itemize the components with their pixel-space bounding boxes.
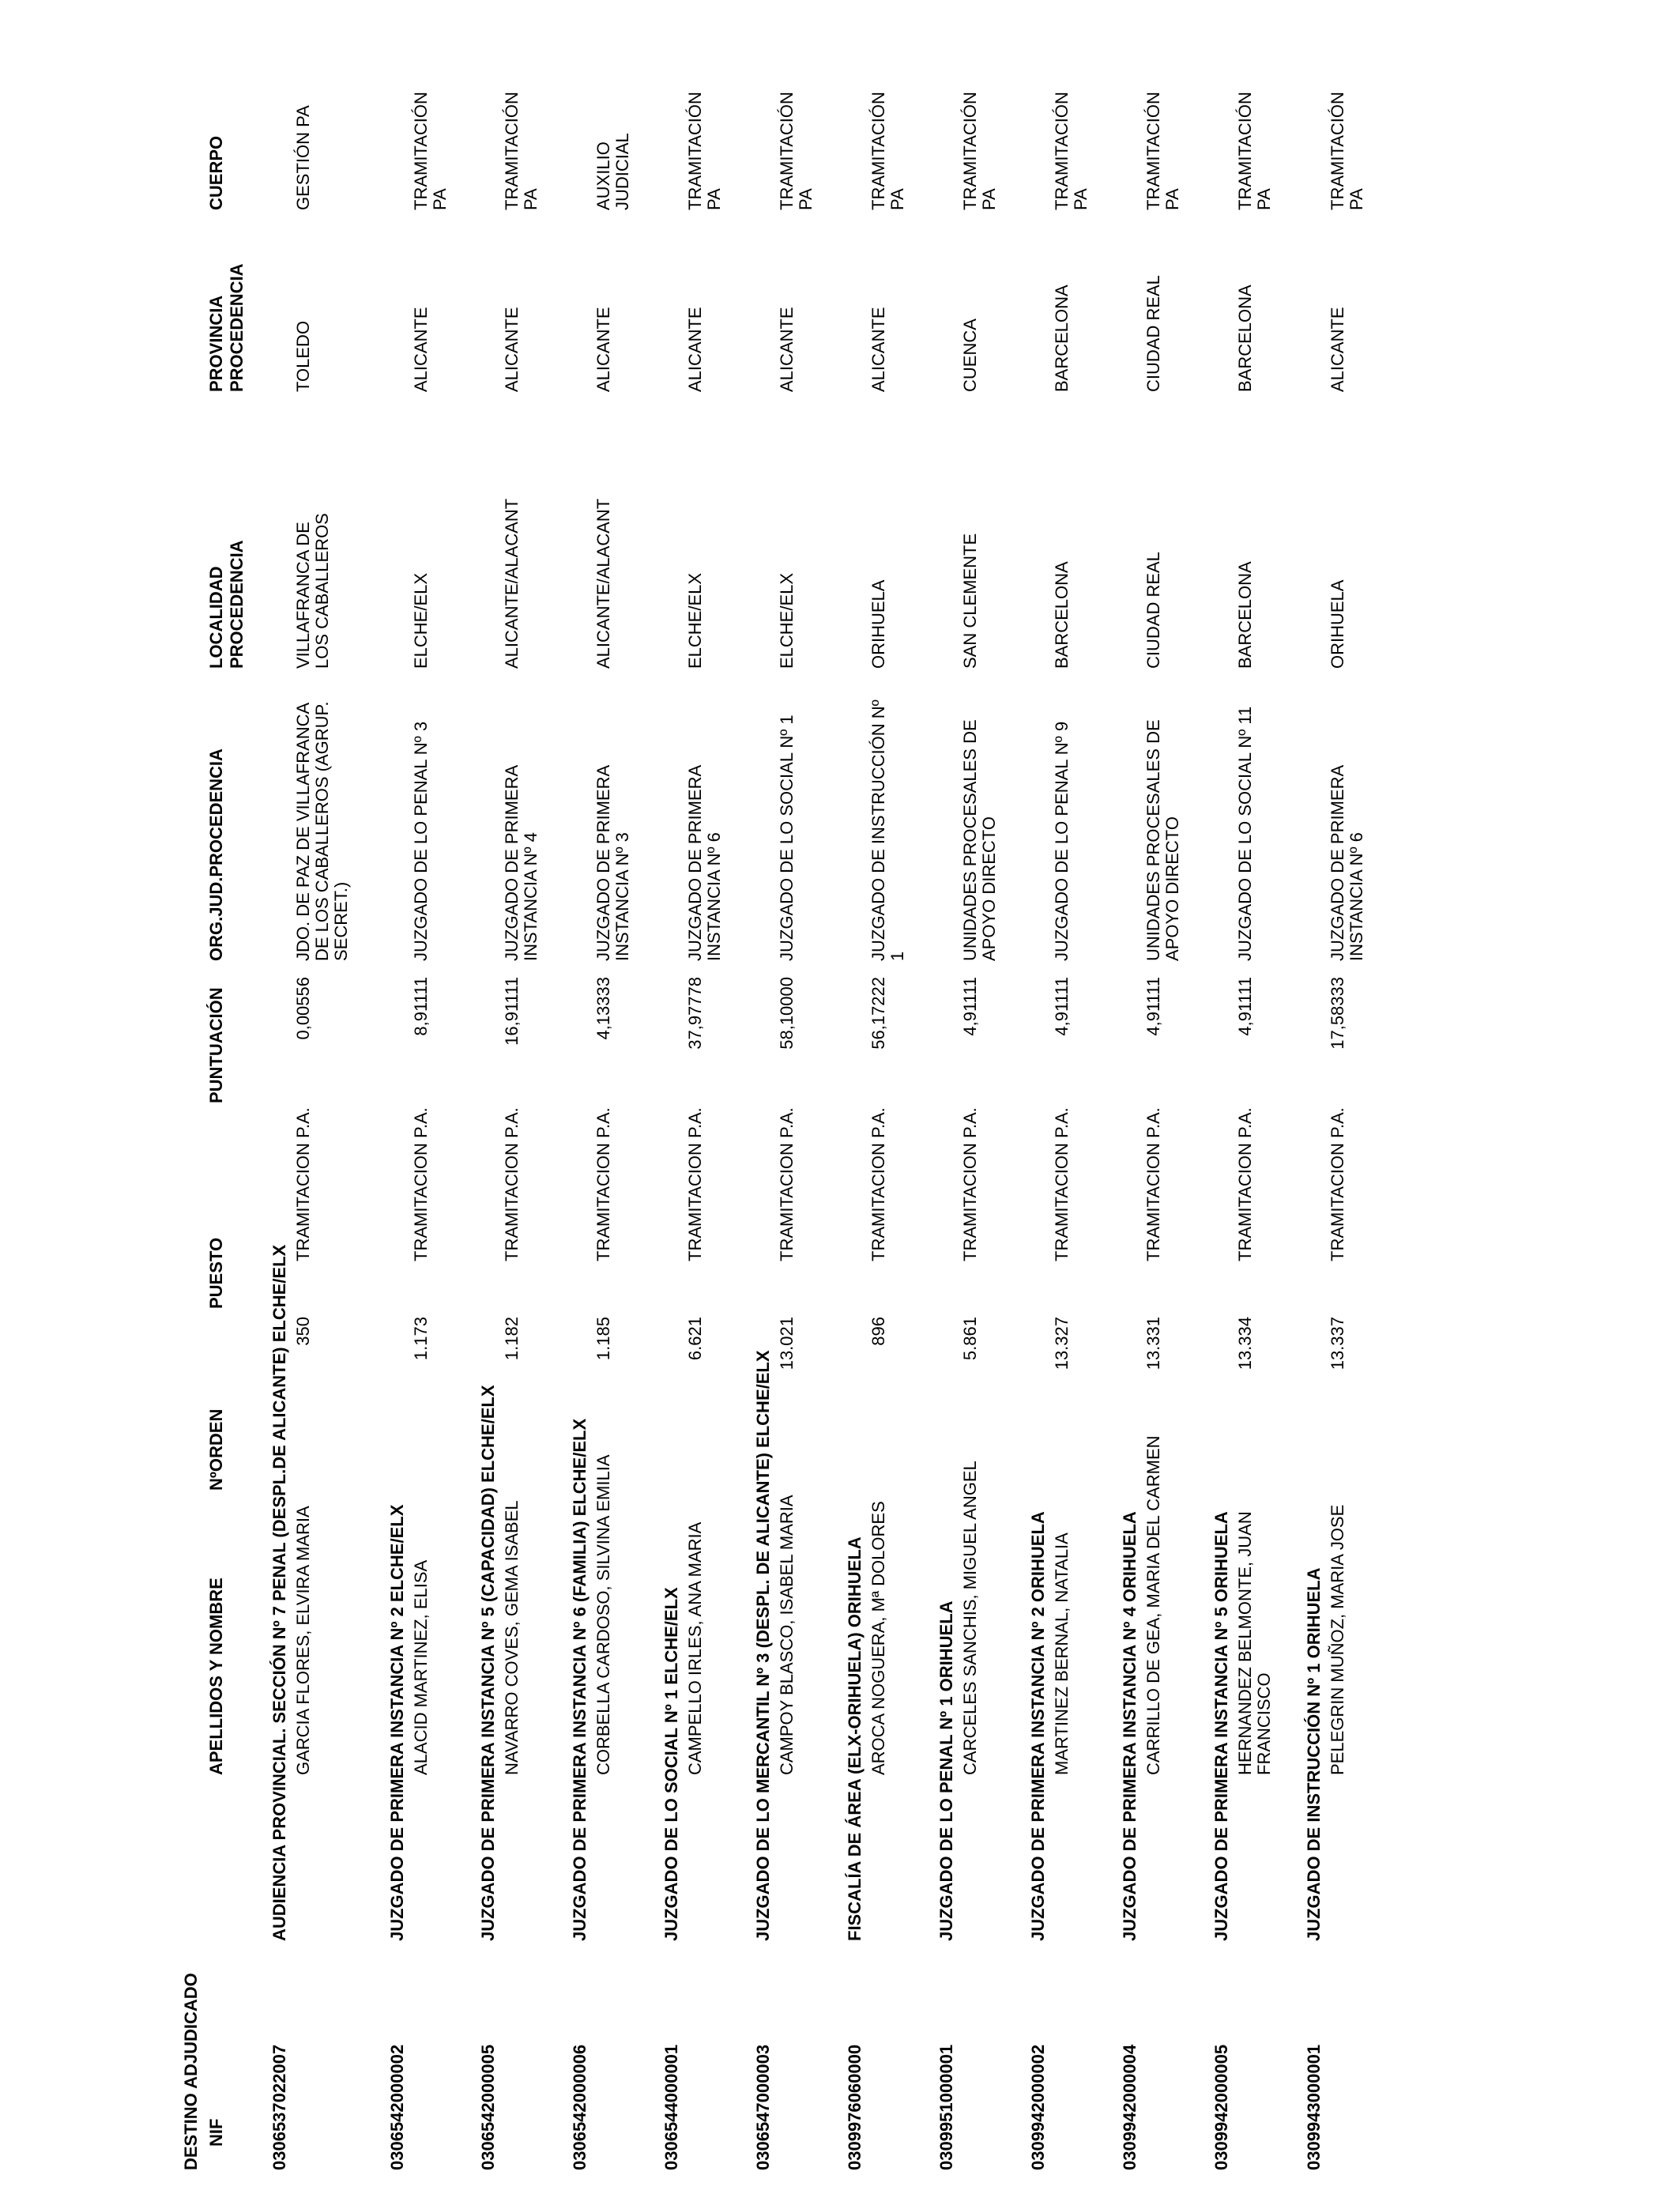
cuerpo-cell: PA <box>521 188 541 210</box>
localidad-cell: BARCELONA <box>1052 561 1072 669</box>
destino-heading: FISCALÍA DE ÁREA (ELX-ORIHUELA) ORIHUELA <box>845 1536 864 1941</box>
header-localidad-1: LOCALIDAD <box>206 566 226 669</box>
localidad-cell: ORIHUELA <box>868 579 888 669</box>
puntuacion-cell: 37,97778 <box>685 977 705 1050</box>
provincia-cell: TOLEDO <box>293 320 313 392</box>
puntuacion-cell: 58,10000 <box>777 977 797 1050</box>
orden-cell: 13.327 <box>1052 1317 1072 1370</box>
localidad-cell: ELCHE/ELX <box>411 572 431 669</box>
nombre-cell: ALACID MARTINEZ, ELISA <box>411 1559 431 1775</box>
cuerpo-cell: TRAMITACIÓN <box>868 92 888 210</box>
localidad-cell: ELCHE/ELX <box>685 572 705 669</box>
puntuacion-cell: 4,91111 <box>960 977 980 1036</box>
nif-cell: 0306547000003 <box>753 2044 773 2170</box>
puntuacion-cell: 4,91111 <box>1143 977 1163 1036</box>
puesto-cell: TRAMITACION P.A. <box>868 1107 888 1261</box>
cuerpo-cell: TRAMITACIÓN <box>1328 92 1347 210</box>
puntuacion-cell: 4,13333 <box>593 977 613 1040</box>
puesto-cell: TRAMITACION P.A. <box>685 1107 705 1261</box>
provincia-cell: ALICANTE <box>411 307 431 392</box>
orden-cell: 1.185 <box>593 1317 613 1361</box>
org-cell: JUZGADO DE LO SOCIAL Nº 1 <box>777 714 797 961</box>
cuerpo-cell: PA <box>1071 188 1090 210</box>
destino-heading: JUZGADO DE PRIMERA INSTANCIA Nº 2 ORIHUELA <box>1028 1511 1048 1941</box>
org-cell: UNIDADES PROCESALES DE <box>1143 719 1163 961</box>
destino-heading: JUZGADO DE LO SOCIAL Nº 1 ELCHE/ELX <box>661 1587 681 1941</box>
org-cell: INSTANCIA Nº 4 <box>521 832 541 961</box>
nif-cell: 0309942000002 <box>1028 2044 1048 2170</box>
localidad-cell: ELCHE/ELX <box>777 572 797 669</box>
provincia-cell: BARCELONA <box>1235 285 1255 392</box>
nombre-cell: FRANCISCO <box>1254 1672 1274 1775</box>
nif-cell: 0306542000005 <box>478 2044 498 2170</box>
nif-cell: 0309942000004 <box>1120 2044 1139 2170</box>
orden-cell: 13.337 <box>1328 1317 1347 1370</box>
org-cell: JUZGADO DE LO PENAL Nº 9 <box>1052 721 1072 961</box>
org-cell: UNIDADES PROCESALES DE <box>960 719 980 961</box>
puesto-cell: TRAMITACION P.A. <box>502 1107 522 1261</box>
cuerpo-cell: GESTIÓN PA <box>293 105 313 210</box>
orden-cell: 13.334 <box>1235 1317 1255 1370</box>
localidad-cell: ALICANTE/ALACANT <box>502 498 522 669</box>
puesto-cell: TRAMITACION P.A. <box>1235 1107 1255 1261</box>
header-provincia-2: PROCEDENCIA <box>227 263 247 392</box>
nombre-cell: HERNANDEZ BELMONTE, JUAN <box>1235 1511 1255 1775</box>
destino-heading: JUZGADO DE INSTRUCCIÓN Nº 1 ORIHUELA <box>1304 1567 1324 1941</box>
puesto-cell: TRAMITACION P.A. <box>777 1107 797 1261</box>
provincia-cell: ALICANTE <box>685 307 705 392</box>
header-org: ORG.JUD.PROCEDENCIA <box>206 748 226 961</box>
nif-cell: 0306537022007 <box>269 2044 289 2170</box>
org-cell: 1 <box>887 951 907 961</box>
header-puesto: PUESTO <box>206 1237 226 1309</box>
puesto-cell: TRAMITACION P.A. <box>411 1107 431 1261</box>
header-cuerpo: CUERPO <box>206 135 226 210</box>
org-cell: INSTANCIA Nº 6 <box>1347 832 1366 961</box>
cuerpo-cell: PA <box>1347 188 1366 210</box>
cuerpo-cell: TRAMITACIÓN <box>411 92 431 210</box>
nif-cell: 0309951000001 <box>936 2044 956 2170</box>
nombre-cell: CARRILLO DE GEA, MARIA DEL CARMEN <box>1143 1435 1163 1775</box>
nombre-cell: NAVARRO COVES, GEMA ISABEL <box>502 1500 522 1775</box>
orden-cell: 350 <box>293 1317 313 1346</box>
provincia-cell: ALICANTE <box>868 307 888 392</box>
puntuacion-cell: 17,58333 <box>1328 977 1347 1050</box>
cuerpo-cell: TRAMITACIÓN <box>502 92 522 210</box>
cuerpo-cell: TRAMITACIÓN <box>777 92 797 210</box>
cuerpo-cell: TRAMITACIÓN <box>1052 92 1072 210</box>
puntuacion-cell: 4,91111 <box>1235 977 1255 1036</box>
puntuacion-cell: 4,91111 <box>1052 977 1072 1036</box>
org-cell: INSTANCIA Nº 3 <box>612 832 632 961</box>
cuerpo-cell: TRAMITACIÓN <box>1235 92 1255 210</box>
puesto-cell: TRAMITACION P.A. <box>593 1107 613 1261</box>
orden-cell: 13.021 <box>777 1317 797 1370</box>
provincia-cell: CUENCA <box>960 319 980 392</box>
cuerpo-cell: PA <box>1254 188 1274 210</box>
provincia-cell: ALICANTE <box>502 307 522 392</box>
cuerpo-cell: PA <box>430 188 450 210</box>
org-cell: APOYO DIRECTO <box>1162 816 1182 961</box>
org-cell: INSTANCIA Nº 6 <box>704 832 724 961</box>
destino-heading: JUZGADO DE PRIMERA INSTANCIA Nº 6 (FAMILIA) ELCHE/ELX <box>570 1418 590 1941</box>
cuerpo-cell: PA <box>796 188 816 210</box>
localidad-cell: ALICANTE/ALACANT <box>593 498 613 669</box>
puesto-cell: TRAMITACION P.A. <box>960 1107 980 1261</box>
provincia-cell: CIUDAD REAL <box>1143 275 1163 392</box>
orden-cell: 1.182 <box>502 1317 522 1361</box>
nombre-cell: CAMPELLO IRLES, ANA MARIA <box>685 1521 705 1775</box>
destino-heading: JUZGADO DE PRIMERA INSTANCIA Nº 2 ELCHE/ELX <box>387 1504 407 1941</box>
cuerpo-cell: PA <box>704 188 724 210</box>
org-cell: DE LOS CABALLEROS (AGRUP. <box>312 701 332 961</box>
org-cell: JDO. DE PAZ DE VILLAFRANCA <box>293 702 313 961</box>
cuerpo-cell: PA <box>979 188 999 210</box>
cuerpo-cell: AUXILIO <box>593 141 613 210</box>
cuerpo-cell: TRAMITACIÓN <box>960 92 980 210</box>
puesto-cell: TRAMITACION P.A. <box>1143 1107 1163 1261</box>
localidad-cell: SAN CLEMENTE <box>960 533 980 669</box>
header-orden: NºORDEN <box>206 1408 226 1491</box>
page-title: DESTINO ADJUDICADO <box>181 1973 201 2170</box>
destino-heading: JUZGADO DE LO PENAL Nº 1 ORIHUELA <box>936 1600 956 1941</box>
nombre-cell: CORBELLA CARDOSO, SILVINA EMILIA <box>593 1454 613 1775</box>
localidad-cell: CIUDAD REAL <box>1143 552 1163 669</box>
cuerpo-cell: PA <box>887 188 907 210</box>
header-nif: NIF <box>206 2118 226 2147</box>
cuerpo-cell: TRAMITACIÓN <box>685 92 705 210</box>
header-localidad-2: PROCEDENCIA <box>227 540 247 669</box>
localidad-cell: BARCELONA <box>1235 561 1255 669</box>
cuerpo-cell: TRAMITACIÓN <box>1143 92 1163 210</box>
nombre-cell: AROCA NOGUERA, Mª DOLORES <box>868 1501 888 1775</box>
org-cell: JUZGADO DE PRIMERA <box>502 764 522 961</box>
destino-heading: JUZGADO DE PRIMERA INSTANCIA Nº 5 ORIHUELA <box>1211 1511 1231 1941</box>
orden-cell: 5.861 <box>960 1317 980 1361</box>
nombre-cell: PELEGRIN MUÑOZ, MARIA JOSE <box>1328 1504 1347 1775</box>
header-puntuacion: PUNTUACIÓN <box>206 987 226 1103</box>
puntuacion-cell: 16,91111 <box>502 977 522 1046</box>
localidad-cell: LOS CABALLEROS <box>312 513 332 669</box>
nif-cell: 0306542000002 <box>387 2044 407 2170</box>
header-nombre: APELLIDOS Y NOMBRE <box>206 1578 226 1775</box>
destino-heading: JUZGADO DE PRIMERA INSTANCIA Nº 4 ORIHUELA <box>1120 1511 1139 1941</box>
org-cell: JUZGADO DE LO SOCIAL Nº 11 <box>1235 706 1255 961</box>
nif-cell: 0306542000006 <box>570 2044 590 2170</box>
provincia-cell: BARCELONA <box>1052 285 1072 392</box>
org-cell: JUZGADO DE PRIMERA <box>685 764 705 961</box>
nif-cell: 0309943000001 <box>1304 2044 1324 2170</box>
destino-heading: JUZGADO DE PRIMERA INSTANCIA Nº 5 (CAPACIDAD) ELCHE/ELX <box>478 1385 498 1941</box>
nombre-cell: CARCELES SANCHIS, MIGUEL ANGEL <box>960 1461 980 1775</box>
orden-cell: 13.331 <box>1143 1317 1163 1370</box>
provincia-cell: ALICANTE <box>1328 307 1347 392</box>
provincia-cell: ALICANTE <box>593 307 613 392</box>
puntuacion-cell: 56,17222 <box>868 977 888 1050</box>
localidad-cell: VILLAFRANCA DE <box>293 522 313 669</box>
destino-heading: JUZGADO DE LO MERCANTIL Nº 3 (DESPL. DE ALICANTE) ELCHE/ELX <box>753 1350 773 1941</box>
orden-cell: 1.173 <box>411 1317 431 1361</box>
nombre-cell: CAMPOY BLASCO, ISABEL MARIA <box>777 1495 797 1775</box>
header-provincia-1: PROVINCIA <box>206 295 226 392</box>
nif-cell: 0309976060000 <box>845 2044 864 2170</box>
puesto-cell: TRAMITACION P.A. <box>1328 1107 1347 1261</box>
puntuacion-cell: 0,00556 <box>293 977 313 1040</box>
destino-heading: AUDIENCIA PROVINCIAL. SECCIÓN Nº 7 PENAL (DESPL.DE ALICANTE) ELCHE/ELX <box>269 1244 289 1941</box>
org-cell: JUZGADO DE PRIMERA <box>1328 764 1347 961</box>
nombre-cell: MARTINEZ BERNAL, NATALIA <box>1052 1532 1072 1775</box>
provincia-cell: ALICANTE <box>777 307 797 392</box>
nif-cell: 0306544000001 <box>661 2044 681 2170</box>
orden-cell: 6.621 <box>685 1317 705 1361</box>
nif-cell: 0309942000005 <box>1211 2044 1231 2170</box>
puesto-cell: TRAMITACION P.A. <box>1052 1107 1072 1261</box>
localidad-cell: ORIHUELA <box>1328 579 1347 669</box>
org-cell: JUZGADO DE LO PENAL Nº 3 <box>411 721 431 961</box>
cuerpo-cell: PA <box>1162 188 1182 210</box>
puntuacion-cell: 8,91111 <box>411 977 431 1036</box>
cuerpo-cell: JUDICIAL <box>612 133 632 210</box>
org-cell: SECRET.) <box>331 881 351 961</box>
puesto-cell: TRAMITACION P.A. <box>293 1107 313 1261</box>
nombre-cell: GARCIA FLORES, ELVIRA MARIA <box>293 1506 313 1775</box>
org-cell: JUZGADO DE PRIMERA <box>593 764 613 961</box>
orden-cell: 896 <box>868 1317 888 1346</box>
org-cell: JUZGADO DE INSTRUCCIÓN Nº <box>868 699 888 961</box>
org-cell: APOYO DIRECTO <box>979 816 999 961</box>
